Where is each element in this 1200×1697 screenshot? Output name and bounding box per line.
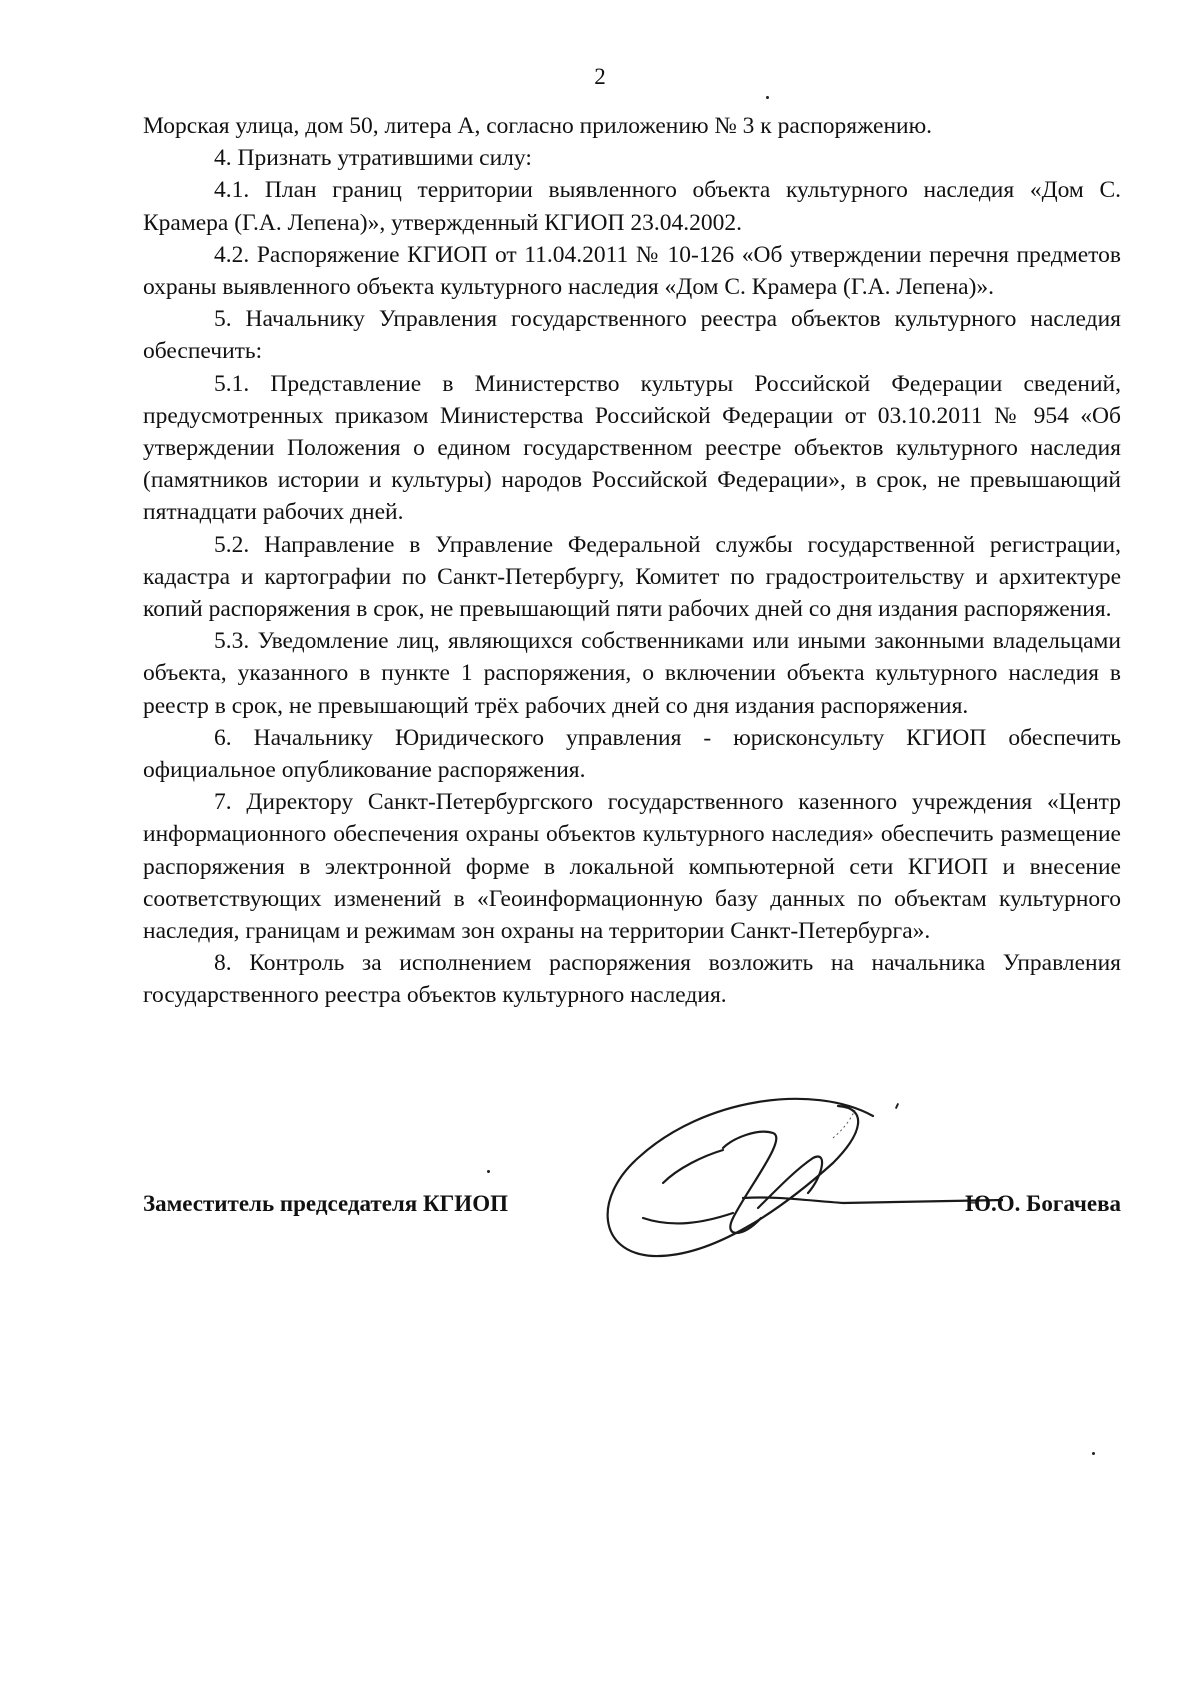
handwritten-signature [583,1088,1003,1278]
paragraph-5-3: 5.3. Уведомление лиц, являющихся собственниками или иными законными владельцами объекта, указанного в пункте 1 распоряжения, о включении объекта культурного наследия в реестр в срок, не превышающий трёх рабочих дней со дня издания распоряжения. [143,628,1121,719]
paragraph-4-2: 4.2. Распоряжение КГИОП от 11.04.2011 № 10-126 «Об утверждении перечня предметов охраны выявленного объекта культурного наследия «Дом С. Крамера (Г.А. Лепена)». [143,241,1121,301]
scan-speck [487,1170,490,1173]
page-number: 2 [594,64,606,89]
paragraph-5-2: 5.2. Направление в Управление Федеральной службы государственной регистрации, кадастра и картографии по Санкт-Петербургу, Комитет по градостроительству и архитектуре копий распоряжения в срок, не превышающий пяти рабочих дней со дня издания распоряжения. [143,531,1121,623]
paragraph-5-1: 5.1. Представление в Министерство культуры Российской Федерации сведений, предусмотренных приказом Министерства Российской Федерации от 03.10.2011 № 954 «Об утверждении Положения о едином государственном реестре объектов культурного наследия (памятников истории и культуры) народов Российской Федерации», в срок, не превышающий пятнадцати рабочих дней. [143,370,1121,526]
signatory-title: Заместитель председателя КГИОП [143,1191,508,1216]
paragraph-7: 7. Директору Санкт-Петербургского государственного казенного учреждения «Центр информационного обеспечения охраны объектов культурного наследия» обеспечить размещение распоряжения в электронной форме в локальной компьютерной сети КГИОП и внесение соответствующих изменений в «Геоинформационную базу данных по объектам культурного наследия, границам и режимам зон охраны на территории Санкт-Петербурга». [143,789,1121,945]
paragraph-6: 6. Начальнику Юридического управления - юрисконсульту КГИОП обеспечить официальное опубликование распоряжения. [143,724,1121,784]
document-body [143,110,1121,1012]
paragraph-8: 8. Контроль за исполнением распоряжения возложить на начальника Управления государственного реестра объектов культурного наследия. [143,950,1121,1009]
paragraph-5: 5. Начальнику Управления государственного реестра объектов культурного наследия обеспечить: [143,306,1121,365]
signatory-name: Ю.О. Богачева [965,1191,1121,1216]
signature-block [143,1088,1121,1268]
scan-speck [1092,1452,1095,1455]
paragraph-4: 4. Признать утратившими силу: [214,145,532,172]
scan-speck [766,96,769,99]
paragraph-continuation: Морская улица, дом 50, литера А, согласно приложению № 3 к распоряжению. [143,113,933,139]
paragraph-4-1: 4.1. План границ территории выявленного объекта культурного наследия «Дом С. Крамера (Г.А. Лепена)», утвержденный КГИОП 23.04.2002. [143,177,1121,236]
